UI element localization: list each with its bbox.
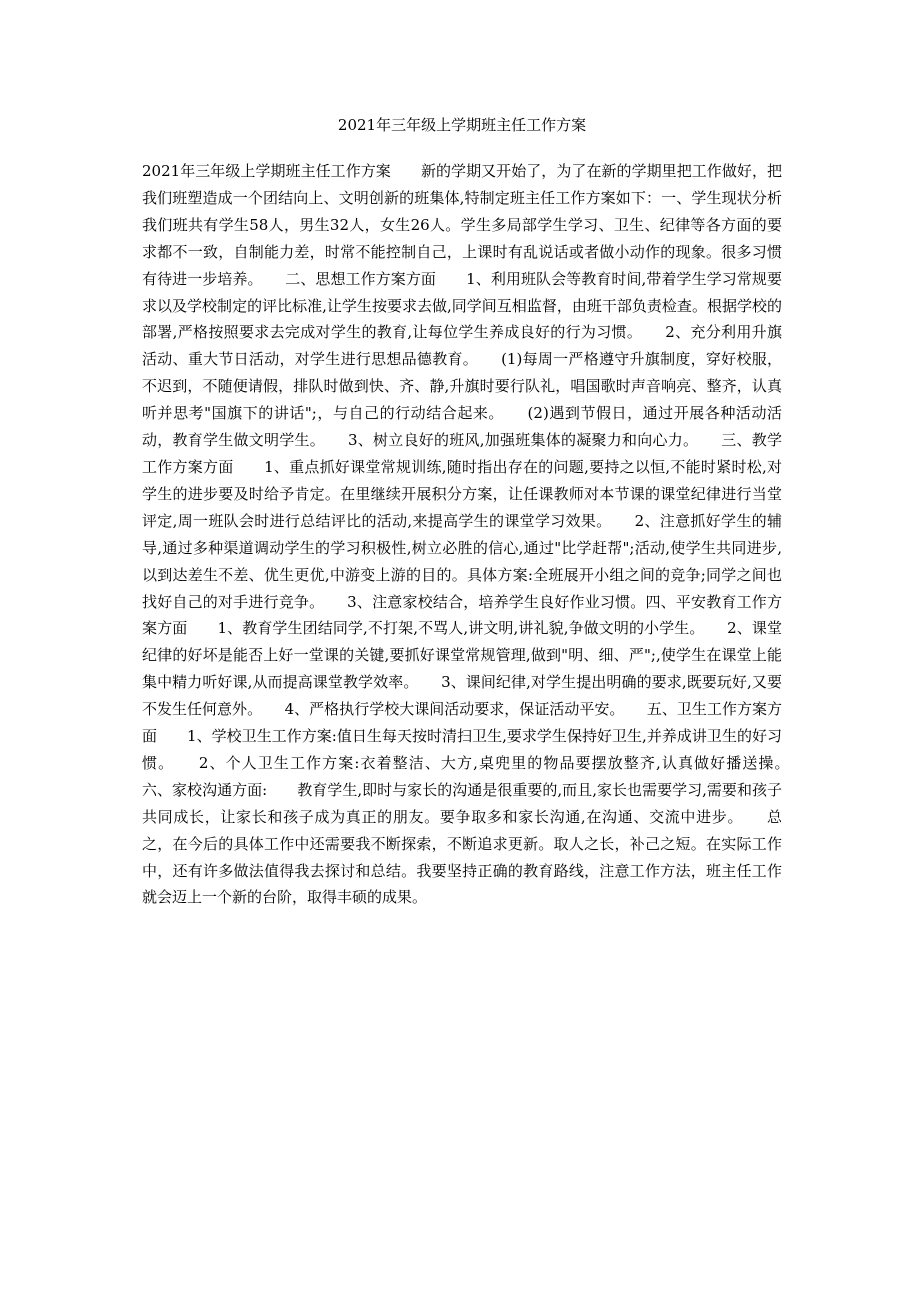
- document-page: [142, 112, 813, 911]
- document-body: 2021年三年级上学期班主任工作方案 新的学期又开始了，为了在新的学期里把工作做好，把我们班塑造成一个团结向上、文明创新的班集体,特制定班主任工作方案如下：一、学生现状分析 我们班共有学生58人，男生32人，女生26人。学生多局部学生学习、卫生、纪律等各方面的要求都不一致，自制能力差，时常不能控制自己，上课时有乱说话或者做小动作的现象。很多习惯有待进一步培养。 二、思想工作方案方面 1、利用班队会等教育时间,带着学生学习常规要求以及学校制定的评比标准,让学生按要求去做,同学间互相监督，由班干部负责检查。根据学校的部署,严格按照要求去完成对学生的教育,让每位学生养成良好的行为习惯。 2、充分利用升旗活动、重大节日活动，对学生进行思想品德教育。 (1)每周一严格遵守升旗制度，穿好校服，不迟到，不随便请假，排队时做到快、齐、静,升旗时要行队礼，唱国歌时声音响亮、整齐，认真听并思考"国旗下的讲话";，与自己的行动结合起来。 (2)遇到节假日，通过开展各种活动活动，教育学生做文明学生。 3、树立良好的班风,加强班集体的凝聚力和向心力。 三、教学工作方案方面 1、重点抓好课堂常规训练,随时指出存在的问题,要持之以恒,不能时紧时松,对学生的进步要及时给予肯定。在里继续开展积分方案，让任课教师对本节课的课堂纪律进行当堂评定,周一班队会时进行总结评比的活动,来提高学生的课堂学习效果。 2、注意抓好学生的辅导,通过多种渠道调动学生的学习积极性,树立必胜的信心,通过"比学赶帮";活动,使学生共同进步,以到达差生不差、优生更优,中游变上游的目的。具体方案:全班展开小组之间的竞争;同学之间也找好自己的对手进行竞争。 3、注意家校结合，培养学生良好作业习惯。四、平安教育工作方案方面 1、教育学生团结同学,不打架,不骂人,讲文明,讲礼貌,争做文明的小学生。 2、课堂纪律的好坏是能否上好一堂课的关键,要抓好课堂常规管理,做到"明、细、严";,使学生在课堂上能集中精力听好课,从而提高课堂教学效率。 3、课间纪律,对学生提出明确的要求,既要玩好,又要不发生任何意外。 4、严格执行学校大课间活动要求，保证活动平安。 五、卫生工作方案方面 1、学校卫生工作方案:值日生每天按时清扫卫生,要求学生保持好卫生,并养成讲卫生的好习惯。 2、个人卫生工作方案:衣着整洁、大方,桌兜里的物品要摆放整齐,认真做好播送操。 六、家校沟通方面: 教育学生,即时与家长的沟通是很重要的,而且,家长也需要学习,需要和孩子共同成长，让家长和孩子成为真正的朋友。要争取多和家长沟通,在沟通、交流中进步。 总之，在今后的具体工作中还需要我不断探索，不断追求更新。取人之长，补己之短。在实际工作中，还有许多做法值得我去探讨和总结。我要坚持正确的教育路线，注意工作方法，班主任工作就会迈上一个新的台阶，取得丰硕的成果。: [142, 162, 813, 907]
- document-title: 2021年三年级上学期班主任工作方案: [337, 116, 587, 134]
